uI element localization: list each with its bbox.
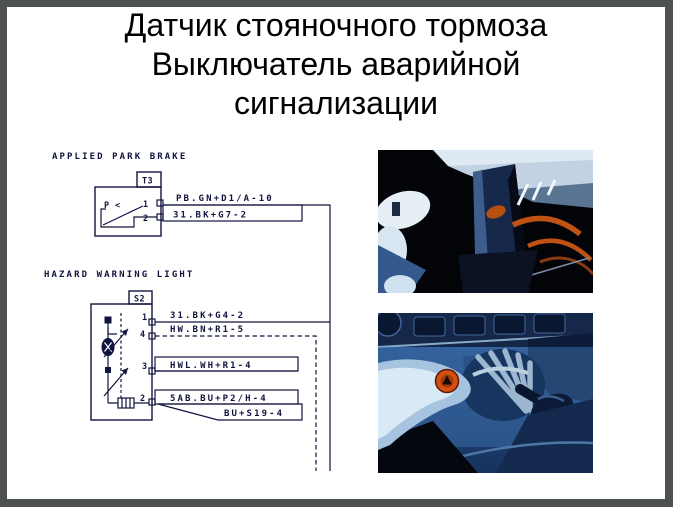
wire-label: 31.BK+G4-2 xyxy=(170,311,246,321)
hazard-diagram xyxy=(44,270,330,471)
wire-label: 5AB.BU+P2/H-4 xyxy=(170,394,268,404)
wire-label: HWL.WH+R1-4 xyxy=(170,361,253,371)
pressure-switch-symbol-text: P < xyxy=(104,201,121,211)
park-brake-component-box xyxy=(95,187,161,236)
title-line-3: сигнализации xyxy=(233,85,439,121)
pin-squares xyxy=(157,200,163,220)
wire-label: HW.BN+R1-5 xyxy=(170,325,246,335)
title-line-2: Выключатель аварийной xyxy=(151,46,521,82)
hazard-button-icon xyxy=(436,370,459,393)
wire-label: 31.BK+G7-2 xyxy=(173,210,249,221)
pin-label-2: 2 xyxy=(143,214,149,224)
wire-label: PB.GN+D1/A-10 xyxy=(176,194,274,204)
wire-label-box-angled xyxy=(158,404,302,420)
hazard-heading: HAZARD WARNING LIGHT xyxy=(44,270,195,280)
wire-line-pin1 xyxy=(163,205,330,471)
connector-label-s2: S2 xyxy=(134,294,146,305)
photo-console xyxy=(375,310,593,473)
pin-label-1: 1 xyxy=(142,313,148,323)
pin-label-3: 3 xyxy=(142,362,148,372)
junction-dot xyxy=(105,367,111,373)
element-box xyxy=(118,398,134,408)
wire-label: BU+S19-4 xyxy=(224,409,285,419)
pin-label-1: 1 xyxy=(143,200,149,210)
park-brake-heading: APPLIED PARK BRAKE xyxy=(52,152,188,162)
connector-label-t3: T3 xyxy=(142,176,154,187)
pin-label-2: 2 xyxy=(140,394,146,404)
junction-dot xyxy=(105,317,112,324)
pin-label-4: 4 xyxy=(140,330,146,340)
title-line-1: Датчик стояночного тормоза xyxy=(124,7,548,43)
photo-under-dash xyxy=(371,150,593,297)
